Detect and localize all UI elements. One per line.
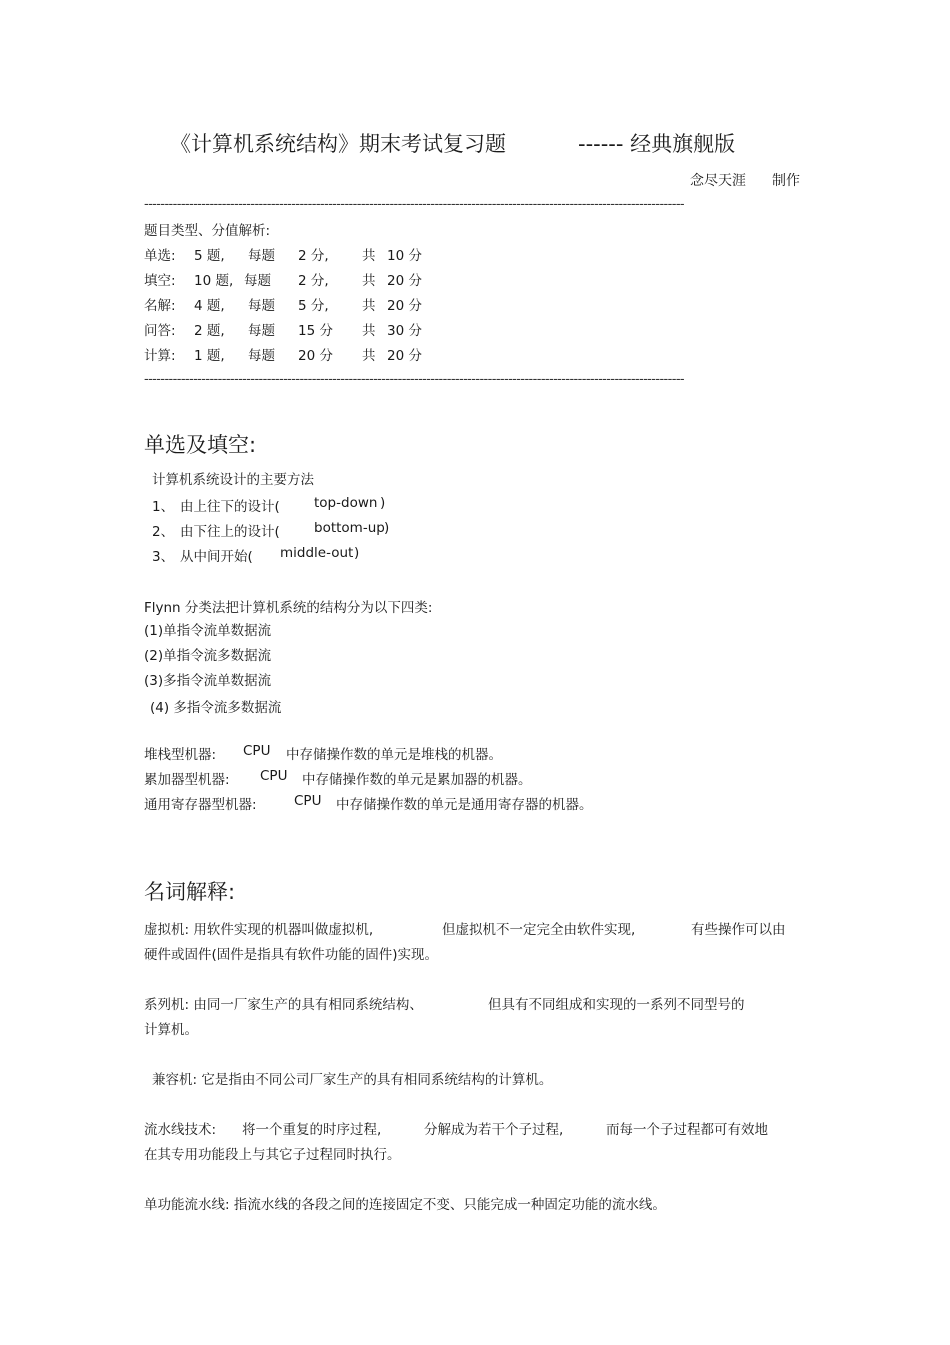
- method-text: 由上往下的设计(: [180, 499, 280, 515]
- document-title: [170, 128, 506, 158]
- flynn-item: (1)单指令流单数据流: [144, 623, 272, 639]
- score-points: 2 分,: [298, 273, 329, 289]
- score-type: 单选:: [144, 248, 176, 264]
- divider-top: ------------------------------------------------------------------------------------------------------------------------------------: [144, 197, 685, 212]
- score-type: 名解:: [144, 298, 176, 314]
- score-total: 20 分: [387, 298, 422, 314]
- method-close: ): [380, 495, 386, 511]
- method-text: 从中间开始(: [180, 549, 253, 565]
- score-total-label: 共: [362, 298, 376, 314]
- score-total-label: 共: [362, 273, 376, 289]
- flynn-item: (3)多指令流单数据流: [144, 673, 272, 689]
- flynn-item: (4) 多指令流多数据流: [150, 700, 282, 716]
- score-count: 5 题,: [194, 248, 225, 264]
- method-close: ): [384, 520, 390, 536]
- term-text: 但虚拟机不一定完全由软件实现,: [442, 922, 636, 938]
- score-per-label: 每题: [244, 273, 271, 289]
- author-name: 念尽天涯: [690, 173, 746, 189]
- term-virtual-machine-line2: 硬件或固件(固件是指具有软件功能的固件)实现。: [144, 947, 439, 963]
- author-suffix: 制作: [772, 173, 800, 189]
- score-total-label: 共: [362, 248, 376, 264]
- score-per-label: 每题: [248, 298, 275, 314]
- flynn-item: (2)单指令流多数据流: [144, 648, 272, 664]
- score-total-label: 共: [362, 323, 376, 339]
- term-text: 而每一个子过程都可有效地: [606, 1122, 768, 1138]
- machine-label: 通用寄存器型机器:: [144, 797, 257, 813]
- term-single-function-pipeline: 单功能流水线: 指流水线的各段之间的连接固定不变、只能完成一种固定功能的流水线。: [144, 1197, 666, 1213]
- score-points: 2 分,: [298, 248, 329, 264]
- title-main: 《计算机系统结构》期末考试复习题: [170, 132, 506, 156]
- method-close: ): [354, 545, 360, 561]
- machine-cpu: CPU: [260, 768, 288, 784]
- score-total-label: 共: [362, 348, 376, 364]
- machine-label: 累加器型机器:: [144, 772, 230, 788]
- method-num: 3、: [152, 549, 175, 565]
- method-num: 1、: [152, 499, 175, 515]
- term-text: 虚拟机: 用软件实现的机器叫做虚拟机,: [144, 922, 374, 938]
- score-count: 4 题,: [194, 298, 225, 314]
- score-points: 5 分,: [298, 298, 329, 314]
- section-heading-choice: 单选及填空:: [144, 433, 257, 457]
- score-heading: 题目类型、分值解析:: [144, 223, 271, 239]
- machine-text: 中存储操作数的单元是累加器的机器。: [302, 772, 532, 788]
- score-total: 10 分: [387, 248, 422, 264]
- method-term: bottom-up: [314, 520, 385, 536]
- score-total: 20 分: [387, 273, 422, 289]
- term-text: 分解成为若干个子过程,: [424, 1122, 564, 1138]
- score-count: 10 题,: [194, 273, 234, 289]
- score-points: 15 分: [298, 323, 333, 339]
- section-heading-terms: 名词解释:: [144, 880, 236, 904]
- score-per-label: 每题: [248, 248, 275, 264]
- term-pipeline-line2: 在其专用功能段上与其它子过程同时执行。: [144, 1147, 401, 1163]
- method-num: 2、: [152, 524, 175, 540]
- score-type: 计算:: [144, 348, 176, 364]
- score-total: 30 分: [387, 323, 422, 339]
- flynn-title: Flynn 分类法把计算机系统的结构分为以下四类:: [144, 600, 433, 616]
- term-text: 系列机: 由同一厂家生产的具有相同系统结构、: [144, 997, 423, 1013]
- method-term: middle-out: [280, 545, 354, 561]
- machine-text: 中存储操作数的单元是通用寄存器的机器。: [336, 797, 593, 813]
- machine-cpu: CPU: [243, 743, 271, 759]
- score-type: 填空:: [144, 273, 176, 289]
- term-series-machine-line2: 计算机。: [144, 1022, 198, 1038]
- machine-text: 中存储操作数的单元是堆栈的机器。: [286, 747, 502, 763]
- score-count: 2 题,: [194, 323, 225, 339]
- method-term: top-down: [314, 495, 378, 511]
- term-text: 将一个重复的时序过程,: [242, 1122, 382, 1138]
- methods-title: 计算机系统设计的主要方法: [152, 472, 314, 488]
- score-per-label: 每题: [248, 323, 275, 339]
- method-text: 由下往上的设计(: [180, 524, 280, 540]
- machine-cpu: CPU: [294, 793, 322, 809]
- score-type: 问答:: [144, 323, 176, 339]
- score-total: 20 分: [387, 348, 422, 364]
- term-text: 但具有不同组成和实现的一系列不同型号的: [488, 997, 745, 1013]
- title-suffix: ------ 经典旗舰版: [578, 132, 736, 156]
- term-compatible-machine: 兼容机: 它是指由不同公司厂家生产的具有相同系统结构的计算机。: [152, 1072, 553, 1088]
- term-text: 流水线技术:: [144, 1122, 217, 1138]
- machine-label: 堆栈型机器:: [144, 747, 217, 763]
- score-count: 1 题,: [194, 348, 225, 364]
- divider-bottom: ------------------------------------------------------------------------------------------------------------------------------------: [144, 372, 685, 387]
- score-per-label: 每题: [248, 348, 275, 364]
- term-text: 有些操作可以由: [691, 922, 786, 938]
- score-points: 20 分: [298, 348, 333, 364]
